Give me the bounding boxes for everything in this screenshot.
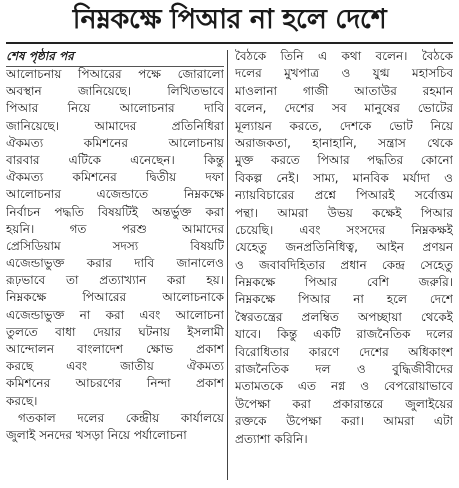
- text-line: ন্যায়বিচারের প্রশ্নে পিআরই সর্বোত্তম: [235, 188, 453, 203]
- text-line: মতামতকে এত নগ্ন ও বেপরোয়াভাবে: [235, 379, 453, 394]
- text-line: আলোচনার এজেন্ডাতে নিম্নকক্ষে: [6, 187, 224, 202]
- text-line: এজেন্ডাভুক্ত না করা এবং আলোচনা: [6, 307, 224, 322]
- text-line: নিম্নকক্ষে পিআরের আলোচনাকে: [6, 290, 224, 305]
- text-line: বলেন, দেশের সব মানুষের ভোটের: [235, 101, 453, 116]
- text-line: বারবার এটিকে এনেছেন। কিন্তু: [6, 152, 224, 167]
- text-line: রূঢ়ভাবে তা প্রত্যাখ্যান করা হয়।: [6, 273, 224, 288]
- text-line: যেহেতু জনপ্রতিনিধিত্ব, আইন প্রণয়ন: [235, 240, 453, 255]
- text-line: উপেক্ষা করা প্রকারান্তরে জুলাইয়ের: [235, 396, 453, 411]
- left-column: [6, 48, 224, 444]
- text-line: নিম্নকক্ষে পিআর না হলে দেশে: [235, 292, 453, 307]
- right-column-text: [235, 48, 453, 448]
- text-line: মুক্ত করতে পিআর পদ্ধতির কোনো: [235, 153, 453, 168]
- text-line: বৈঠকে তিনি এ কথা বলেন। বৈঠকে: [235, 49, 453, 63]
- text-line: পিআর নিয়ে আলোচনার দাবি: [6, 101, 224, 116]
- text-line: প্রেসিডিয়াম সদস্য বিষয়টি: [6, 238, 224, 253]
- text-line: প্রত্যাশা করিনি।: [235, 431, 308, 446]
- text-line: ও জবাবদিহিতার প্রধান কেন্দ্র সেহেতু: [235, 257, 453, 272]
- text-line: হয়নি। গত পরশু আমাদের: [6, 221, 224, 236]
- text-line: আলোচনায় পিআরের পক্ষে জোরালো: [6, 67, 224, 81]
- text-line: মাওলানা গাজী আতাউর রহমান: [235, 83, 453, 98]
- left-column-text: [6, 66, 224, 444]
- text-line: জানিয়েছে। আমাদের প্রতিনিধিরা: [6, 118, 224, 133]
- text-line: অবস্থান জানিয়েছে। লিখিতভাবে: [6, 84, 224, 99]
- text-line: রাজনৈতিক দল ও বুদ্ধিজীবীদের: [235, 362, 453, 377]
- text-line: কমিশনের আচরণের নিন্দা প্রকাশ: [6, 376, 224, 391]
- right-column: [235, 48, 453, 448]
- text-line: গতকাল দলের কেন্দ্রীয় কার্যালয়ে: [18, 410, 224, 425]
- kicker-rule: [6, 66, 224, 67]
- text-line: দলের মুখপাত্র ও যুগ্ম মহাসচিব: [235, 66, 453, 81]
- kicker: শেষ পৃষ্ঠার পর: [6, 49, 74, 63]
- text-line: স্বৈরতন্ত্রের প্রলম্বিত অপচ্ছায়া থেকেই: [235, 309, 453, 324]
- text-line: চেয়েছি। এবং সংসদের নিম্নকক্ষই: [235, 222, 453, 237]
- column-divider: [227, 50, 228, 480]
- headline-rule: [6, 42, 453, 44]
- headline: নিম্নকক্ষে পিআর না হলে দেশে: [72, 4, 387, 35]
- text-line: ঐকমত্য কমিশনের আলোচনায়: [6, 135, 224, 150]
- text-line: অরাজকতা, হানাহানি, সন্ত্রাস থেকে: [235, 135, 453, 150]
- text-line: মূল্যায়ন করতে, দেশকে ভোট নিয়ে: [235, 118, 453, 133]
- text-line: আন্দোলন বাংলাদেশ ক্ষোভ প্রকাশ: [6, 342, 224, 356]
- text-line: যাবে। কিন্তু একটি রাজনৈতিক দলের: [235, 327, 453, 342]
- text-line: জুলাই সনদের খসড়া নিয়ে পর্যালোচনা: [6, 427, 187, 442]
- text-line: পন্থা। আমরা উভয় কক্ষেই পিআর: [235, 205, 453, 220]
- text-line: নির্বাচন পদ্ধতি বিষয়টিই অন্তর্ভুক্ত করা: [6, 204, 224, 219]
- text-line: তুলতে বাধা দেয়ার ঘটনায় ইসলামী: [6, 324, 224, 339]
- text-line: বিরোধিতার কারণে দেশের অধিকাংশ: [235, 344, 453, 359]
- text-line: ঐকমত্য কমিশনের দ্বিতীয় দফা: [6, 170, 224, 185]
- text-line: বিকল্প নেই। সাম্য, মানবিক মর্যাদা ও: [235, 170, 453, 185]
- text-line: নিম্নকক্ষে পিআর বেশি জরুরি।: [235, 275, 453, 290]
- text-line: করছে এবং জাতীয় ঐকমত্য: [6, 359, 224, 374]
- text-line: এজেন্ডাভুক্ত করার দাবি জানালেও: [6, 256, 224, 271]
- text-line: রক্তকে উপেক্ষা করা। আমরা এটা: [235, 414, 453, 429]
- text-line: করছে।: [6, 393, 38, 408]
